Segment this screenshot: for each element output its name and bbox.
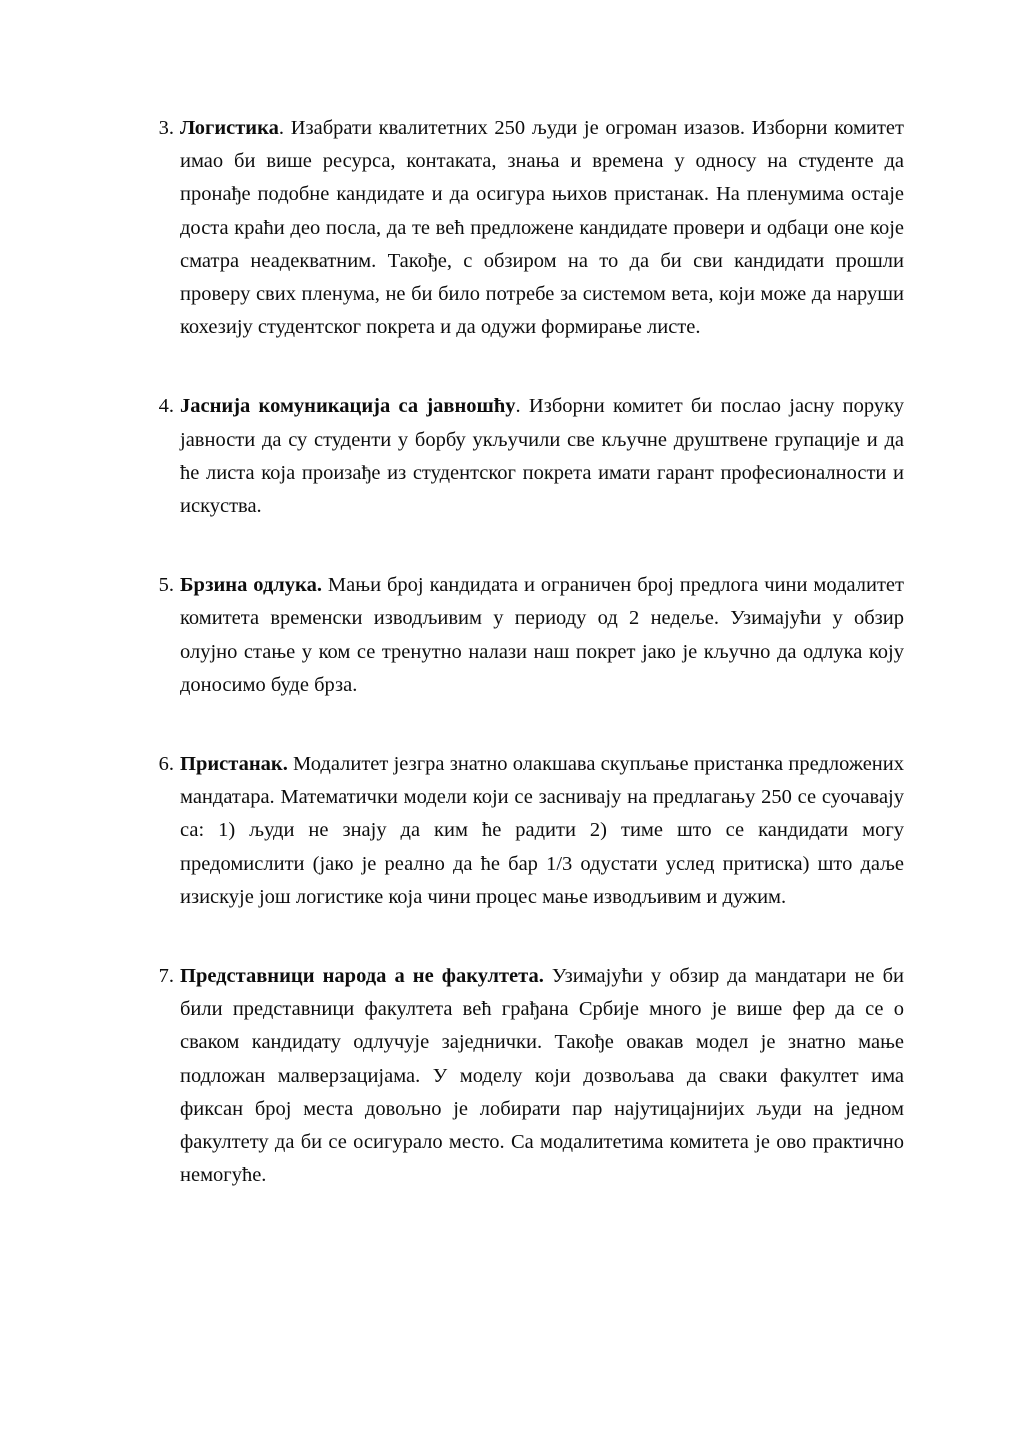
list-item-lead: Логистика [180,117,279,139]
list-item-text: . Изборни комитет би послао јасну поруку јавности да су студенти у борбу укључили све кључне друштвене групације и да ће листа која произађе из студентског покрета имати гарант професионалности и искуства. [180,395,904,518]
list-item-marker: 7. [158,965,174,988]
list-item [120,748,904,914]
list-item-text: Мањи број кандидата и ограничен број предлога чини модалитет комитета временски изводљивим у периоду од 2 недеље. Узимајући у обзир олујно стање у ком се тренутно налази наш покрет јако је кључно да одлука коју доносимо буде брза. [180,574,904,696]
list-item-text: Модалитет језгра знатно олакшава скупљање пристанка предложених мандатара. Математички модели који се заснивају на предлагању 250 се суочавају са: 1) људи не знају да ким ће радити 2) тиме што се кандидати могу предомислити (јако је реално да ће бар 1/3 одустати услед притиска) што даље изискује још логистике која чини процес мање изводљивим и дужим. [180,753,904,908]
list-item [120,569,904,702]
list-item [120,390,904,523]
list-item-lead: Пристанак. [180,753,288,776]
list-item [120,112,904,344]
list-item-marker: 6. [158,753,174,776]
list-item-lead: Представници народа а не факултета. [180,965,544,988]
list-item-marker: 3. [158,117,174,139]
list-item-lead: Брзина одлука. [180,574,322,597]
list-item-lead: Јаснија комуникација са јавношћу [180,395,516,418]
document-body [120,112,904,1192]
numbered-list [120,112,904,1192]
list-item [120,960,904,1192]
list-item-marker: 5. [158,574,174,597]
list-item-text: . Изабрати квалитетних 250 људи је огроман изазов. Изборни комитет имао би више ресурса, контаката, знања и времена у односу на студенте да пронађе подобне кандидате и да осигура њихов пристанак. На пленумима остаје доста краћи део посла, да те већ предложене кандидате провери и одбаци оне које сматра неадекватним. Такође, с обзиром на то да би сви кандидати прошли проверу свих пленума, не би било потребе за системом вета, који може да наруши кохезију студентског покрета и да одужи формирање листе. [180,117,904,339]
list-item-text: Узимајући у обзир да мандатари не би били представници факултета већ грађана Србије много је више фер да се о сваком кандидату одлучује заједнички. Такође овакав модел је знатно мање подложан малверзацијама. У моделу који дозвољава да сваки факултет има фиксан број места довољно је лобирати пар најутицајнијих људи на једном факултету да би се осигурало место. Са модалитетима комитета је ово практично немогуће. [180,965,904,1187]
list-item-marker: 4. [158,395,174,418]
